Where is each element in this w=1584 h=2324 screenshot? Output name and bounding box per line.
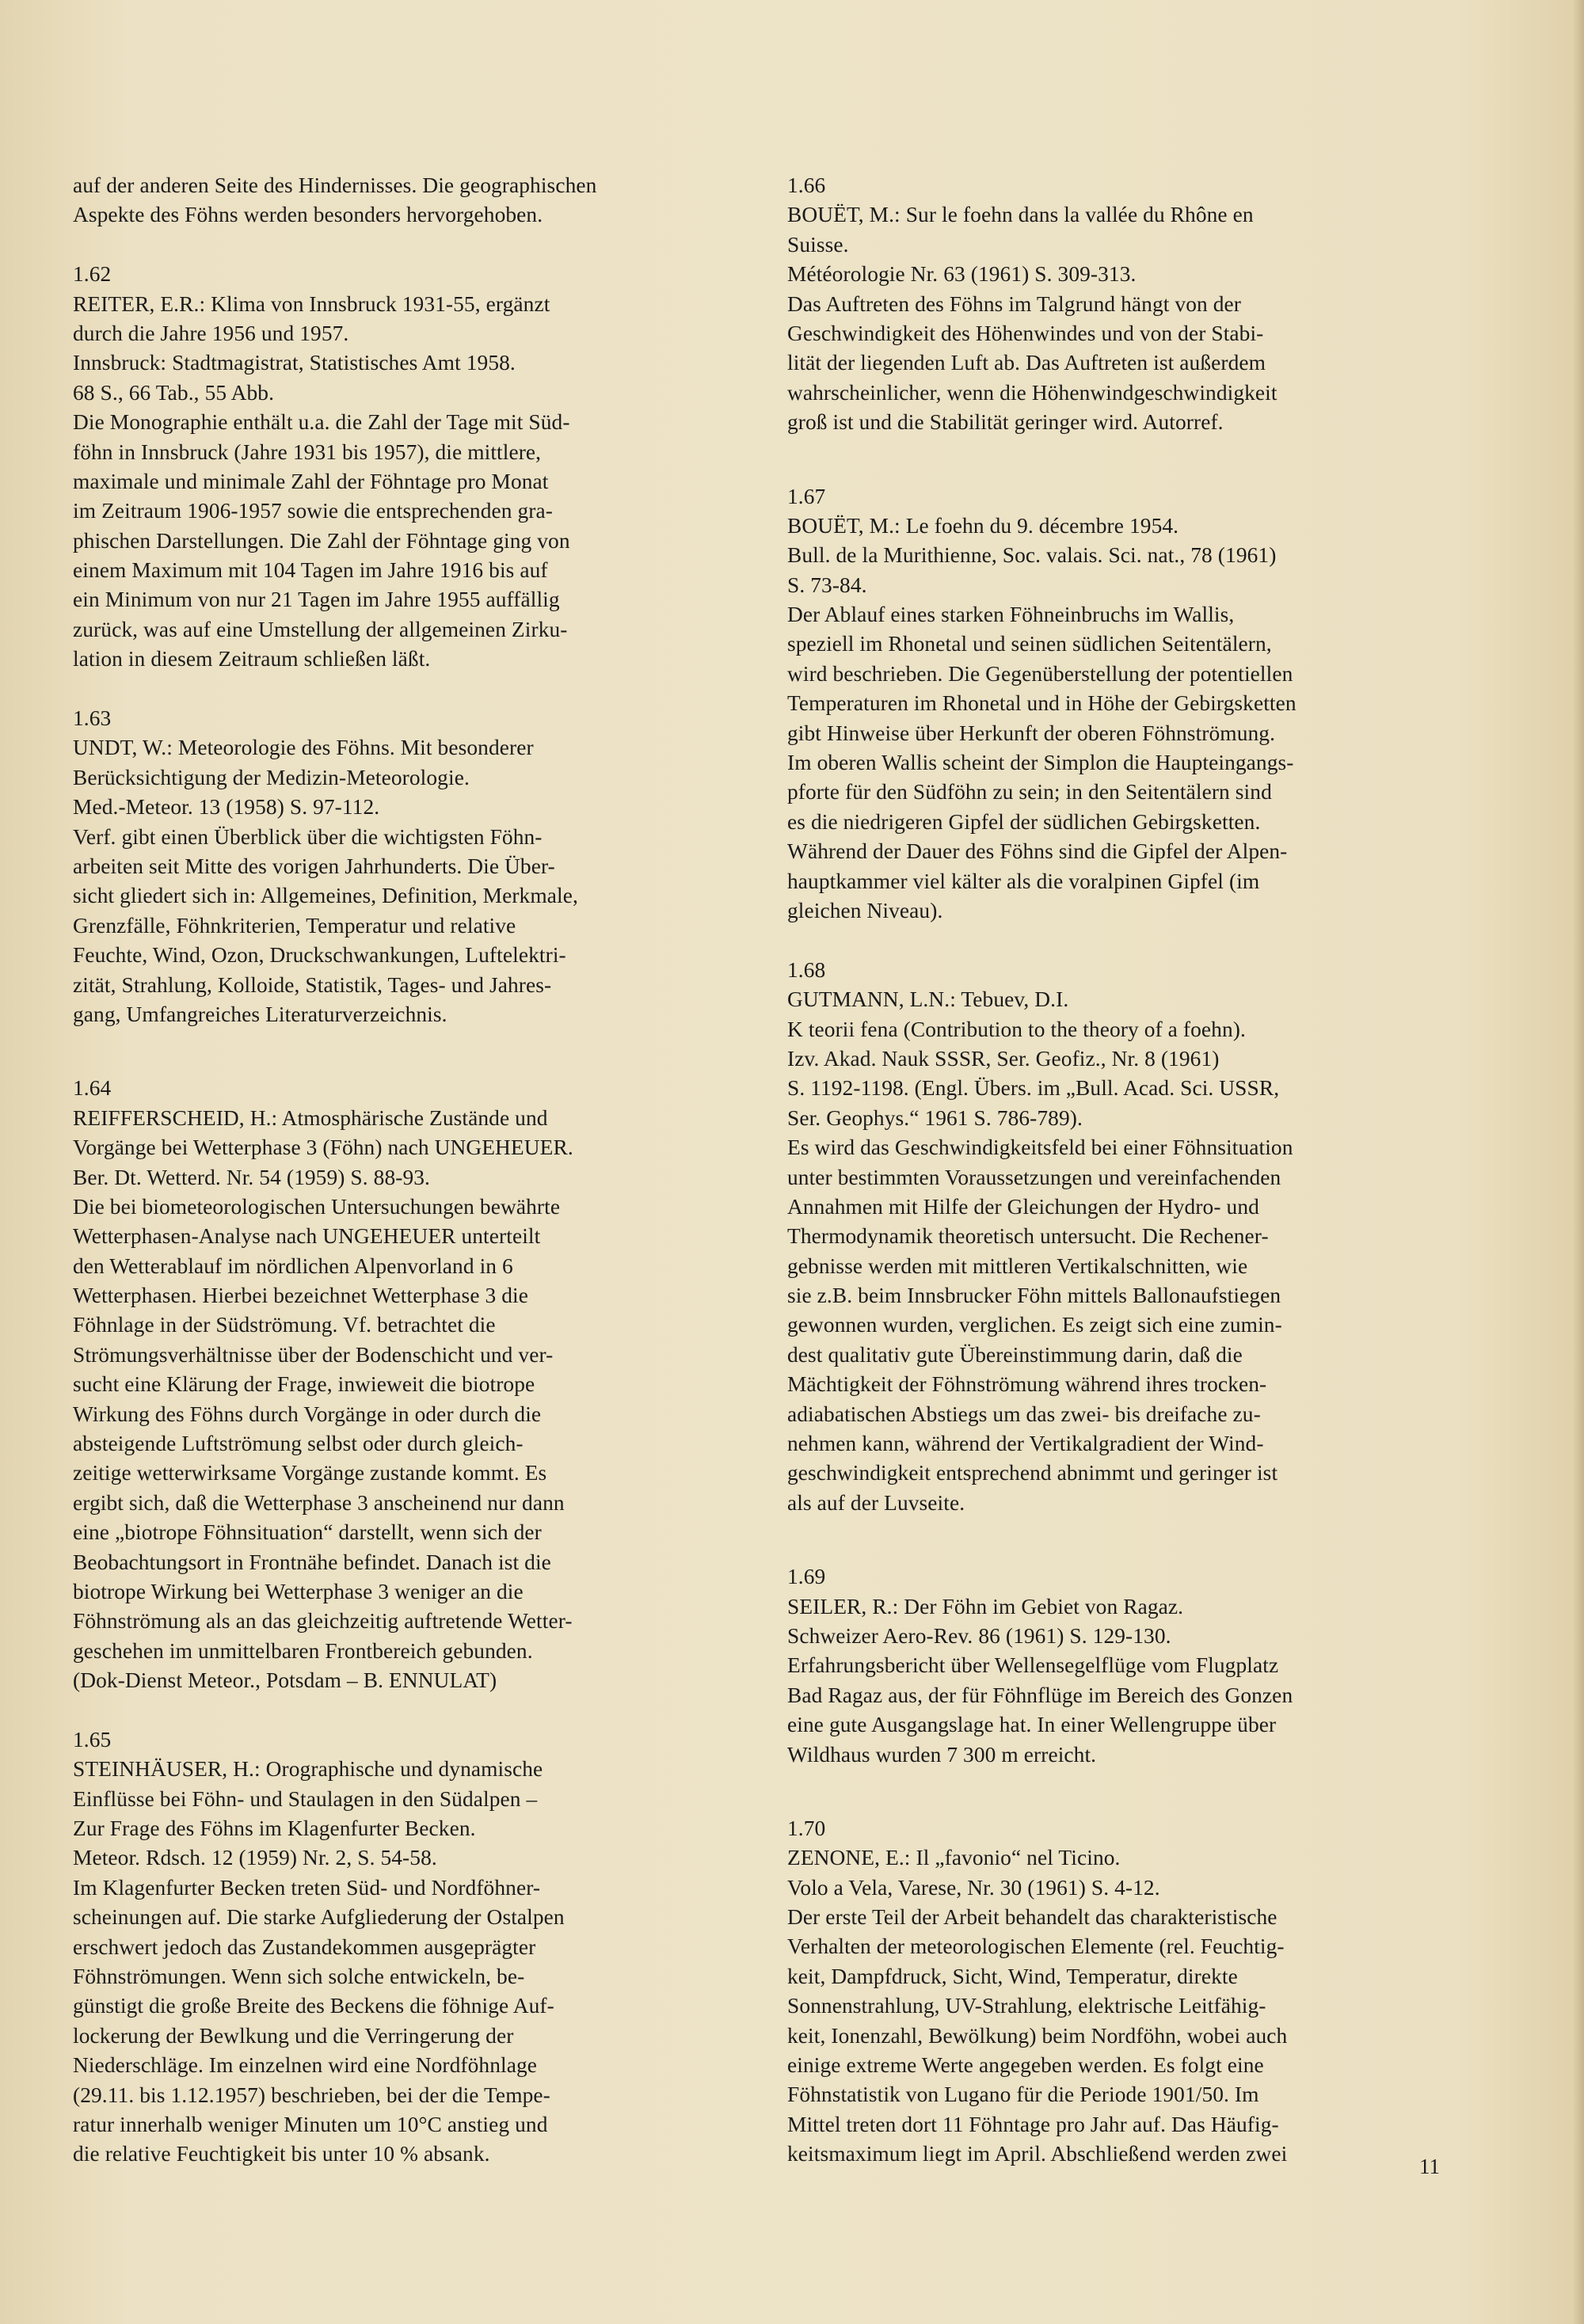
text-line: gebnisse werden mit mittleren Vertikalschnitten, wie (787, 1253, 1248, 1278)
entry-number: 1.62 (73, 262, 112, 287)
text-line: keit, Ionenzahl, Bewölkung) beim Nordföhn, wobei auch (787, 2023, 1288, 2048)
text-line: Bad Ragaz aus, der für Föhnflüge im Bereich des Gonzen (787, 1683, 1293, 1707)
text-line: Feuchte, Wind, Ozon, Druckschwankungen, Luftelektri- (73, 943, 566, 968)
text-line: S. 1192-1198. (Engl. Übers. im „Bull. Acad. Sci. USSR, (787, 1076, 1280, 1101)
text-line: speziell im Rhonetal und seinen südlichen Seitentälern, (787, 632, 1272, 656)
entry-number: 1.64 (73, 1076, 112, 1101)
text-line: (29.11. bis 1.12.1957) beschrieben, bei der die Tempe- (73, 2082, 550, 2107)
text-line: gewonnen wurden, verglichen. Es zeigt sich eine zumin- (787, 1313, 1282, 1337)
text-line: Niederschläge. Im einzelnen wird eine Nordföhnlage (73, 2053, 538, 2078)
text-line: Einflüsse bei Föhn- und Staulagen in den Südalpen – (73, 1786, 538, 1811)
text-line: Wetterphasen-Analyse nach UNGEHEUER unterteilt (73, 1224, 541, 1249)
text-line: Ser. Geophys.“ 1961 S. 786-789). (787, 1105, 1083, 1130)
text-line: ratur innerhalb weniger Minuten um 10°C anstieg und (73, 2113, 548, 2136)
text-line: eine „biotrope Föhnsituation“ darstellt, wenn sich der (73, 1520, 542, 1545)
text-line: Beobachtungsort in Frontnähe befindet. Danach ist die (73, 1550, 551, 1574)
text-line: Wildhaus wurden 7 300 m erreicht. (787, 1742, 1097, 1767)
entry-citation: STEINHÄUSER, H.: Orographische und dynamische (73, 1757, 543, 1782)
text-line: lation in diesem Zeitraum schließen läßt. (73, 647, 431, 671)
text-line: Wirkung des Föhns durch Vorgänge in oder durch die (73, 1402, 542, 1426)
text-line: Der Ablauf eines starken Föhneinbruchs im Wallis, (787, 603, 1235, 627)
text-line: sie z.B. beim Innsbrucker Föhn mittels Ballonaufstiegen (787, 1284, 1281, 1308)
text-line: 68 S., 66 Tab., 55 Abb. (73, 380, 275, 405)
continued-text (73, 171, 754, 230)
entry-spacer (787, 438, 1453, 482)
text-line: phischen Darstellungen. Die Zahl der Föhntage ging von (73, 528, 570, 553)
text-line: Strömungsverhältnisse über der Bodenschicht und ver- (73, 1342, 554, 1367)
text-line: dest qualitativ gute Übereinstimmung darin, daß die (787, 1342, 1243, 1367)
text-line: Suisse. (787, 232, 849, 257)
text-line: auf der anderen Seite des Hindernisses. Die geographischen (73, 173, 597, 197)
text-line: Es wird das Geschwindigkeitsfeld bei einer Föhnsituation (787, 1135, 1293, 1160)
text-line: einem Maximum mit 104 Tagen im Jahre 1916 bis auf (73, 558, 548, 583)
page-number: 11 (1419, 2155, 1440, 2178)
text-line: nehmen kann, während der Vertikalgradient der Wind- (787, 1432, 1264, 1456)
entry-citation: UNDT, W.: Meteorologie des Föhns. Mit besonderer (73, 736, 534, 760)
text-line: Ber. Dt. Wetterd. Nr. 54 (1959) S. 88-93. (73, 1165, 431, 1189)
text-line: Der erste Teil der Arbeit behandelt das charakteristische (787, 1905, 1277, 1930)
text-line: wahrscheinlicher, wenn die Höhenwindgeschwindigkeit (787, 380, 1277, 405)
text-line: Thermodynamik theoretisch untersucht. Die Rechener- (787, 1224, 1269, 1249)
text-line: absteigende Luftströmung selbst oder durch gleich- (73, 1432, 524, 1456)
bibliography-entry (73, 260, 754, 674)
text-line: Während der Dauer des Föhns sind die Gipfel der Alpen- (787, 839, 1288, 864)
text-line: Izv. Akad. Nauk SSSR, Ser. Geofiz., Nr. 8 (1961) (787, 1046, 1220, 1071)
text-line: Die bei biometeorologischen Untersuchungen bewährte (73, 1194, 561, 1219)
text-line: Geschwindigkeit des Höhenwindes und von der Stabi- (787, 321, 1264, 345)
text-line: zurück, was auf eine Umstellung der allgemeinen Zirku- (73, 617, 568, 641)
text-line: Temperaturen im Rhonetal und in Höhe der Gebirgsketten (787, 691, 1297, 716)
entry-citation: REITER, E.R.: Klima von Innsbruck 1931-55, ergänzt (73, 291, 550, 316)
bibliography-entry (787, 956, 1453, 1518)
text-line: sicht gliedert sich in: Allgemeines, Definition, Merkmale, (73, 884, 578, 908)
text-line: maximale und minimale Zahl der Föhntage pro Monat (73, 469, 549, 493)
entry-number: 1.66 (787, 173, 826, 197)
text-line: Erfahrungsbericht über Wellensegelflüge vom Flugplatz (787, 1653, 1279, 1678)
bibliography-entry (787, 482, 1453, 926)
entry-spacer (73, 675, 754, 704)
text-line: lität der liegenden Luft ab. Das Auftreten ist außerdem (787, 351, 1266, 375)
text-line: Volo a Vela, Varese, Nr. 30 (1961) S. 4-12. (787, 1875, 1160, 1900)
text-line: durch die Jahre 1956 und 1957. (73, 321, 349, 345)
text-line: geschwindigkeit entsprechend abnimmt und geringer ist (787, 1461, 1278, 1485)
text-line: ein Minimum von nur 21 Tagen im Jahre 1955 auffällig (73, 588, 560, 612)
text-line: Sonnenstrahlung, UV-Strahlung, elektrische Leitfähig- (787, 1994, 1266, 2018)
page-edge-shadow (1573, 0, 1584, 2324)
text-line: scheinungen auf. Die starke Aufgliederung der Ostalpen (73, 1905, 565, 1930)
text-line: Mächtigkeit der Föhnströmung während ihres trocken- (787, 1372, 1267, 1397)
text-line: Bull. de la Murithienne, Soc. valais. Sci. nat., 78 (1961) (787, 543, 1277, 568)
text-line: einige extreme Werte angegeben werden. Es folgt eine (787, 2053, 1264, 2078)
text-line: sucht eine Klärung der Frage, inwieweit die biotrope (73, 1372, 535, 1397)
bibliography-entry (73, 1725, 754, 2170)
text-line: Météorologie Nr. 63 (1961) S. 309-313. (787, 262, 1137, 287)
text-line: ergibt sich, daß die Wetterphase 3 anscheinend nur dann (73, 1490, 565, 1515)
text-line: Med.-Meteor. 13 (1958) S. 97-112. (73, 795, 380, 820)
text-line: Meteor. Rdsch. 12 (1959) Nr. 2, S. 54-58. (73, 1846, 437, 1870)
bibliography-entry (73, 1074, 754, 1695)
entry-citation: SEILER, R.: Der Föhn im Gebiet von Ragaz. (787, 1594, 1184, 1618)
entry-number: 1.65 (73, 1727, 112, 1752)
text-line: Föhnströmungen. Wenn sich solche entwickeln, be- (73, 1965, 525, 1989)
text-line: Föhnstatistik von Lugano für die Periode 1901/50. Im (787, 2082, 1259, 2107)
text-line: eine gute Ausgangslage hat. In einer Wellengruppe über (787, 1713, 1277, 1737)
entry-spacer (73, 1696, 754, 1725)
text-line: wird beschrieben. Die Gegenüberstellung der potentiellen (787, 661, 1293, 686)
text-line: gleichen Niveau). (787, 898, 943, 922)
entry-spacer (787, 1770, 1453, 1814)
text-line: die relative Feuchtigkeit bis unter 10 % absank. (73, 2142, 490, 2166)
text-line: groß ist und die Stabilität geringer wird. Autorref. (787, 410, 1224, 435)
text-line: erschwert jedoch das Zustandekommen ausgeprägter (73, 1934, 536, 1959)
text-line: Wetterphasen. Hierbei bezeichnet Wetterphase 3 die (73, 1284, 529, 1308)
text-line: biotrope Wirkung bei Wetterphase 3 weniger an die (73, 1579, 524, 1603)
text-line: hauptkammer viel kälter als die voralpinen Gipfel (im (787, 869, 1260, 893)
text-line: als auf der Luvseite. (787, 1490, 965, 1515)
text-line: Föhnströmung als an das gleichzeitig auftretende Wetter- (73, 1609, 573, 1634)
text-line: (Dok-Dienst Meteor., Potsdam – B. ENNULAT) (73, 1668, 497, 1693)
text-line: lockerung der Bewlkung und die Verringerung der (73, 2023, 514, 2048)
text-line: Vorgänge bei Wetterphase 3 (Föhn) nach UNGEHEUER. (73, 1135, 573, 1160)
text-line: Innsbruck: Stadtmagistrat, Statistisches Amt 1958. (73, 351, 516, 375)
entry-spacer (787, 926, 1453, 955)
text-line: es die niedrigeren Gipfel der südlichen Gebirgsketten. (787, 809, 1261, 834)
text-line: Grenzfälle, Föhnkriterien, Temperatur und relative (73, 913, 516, 938)
entry-spacer (73, 1029, 754, 1074)
text-line: K teorii fena (Contribution to the theory of a foehn). (787, 1017, 1246, 1041)
entry-number: 1.69 (787, 1565, 826, 1589)
text-line: Verf. gibt einen Überblick über die wichtigsten Föhn- (73, 824, 543, 849)
text-line: Mittel treten dort 11 Föhntage pro Jahr auf. Das Häufig- (787, 2112, 1279, 2136)
entry-citation: REIFFERSCHEID, H.: Atmosphärische Zustände und (73, 1105, 548, 1130)
text-line: adiabatischen Abstiegs um das zwei- bis dreifache zu- (787, 1402, 1261, 1426)
text-line: Berücksichtigung der Medizin-Meteorologie. (73, 765, 470, 789)
entry-citation: GUTMANN, L.N.: Tebuev, D.I. (787, 987, 1069, 1012)
bibliography-entry (73, 704, 754, 1029)
text-line: Annahmen mit Hilfe der Gleichungen der Hydro- und (787, 1194, 1259, 1219)
text-line: Aspekte des Föhns werden besonders hervorgehoben. (73, 203, 543, 227)
text-line: Zur Frage des Föhns im Klagenfurter Becken. (73, 1816, 476, 1841)
text-line: arbeiten seit Mitte des vorigen Jahrhunderts. Die Über- (73, 854, 555, 878)
text-line: gibt Hinweise über Herkunft der oberen Föhnströmung. (787, 721, 1276, 745)
text-line: keitsmaximum liegt im April. Abschließend werden zwei (787, 2142, 1288, 2166)
left-column (73, 171, 754, 2170)
entry-number: 1.67 (787, 484, 826, 508)
text-line: pforte für den Südföhn zu sein; in den Seitentälern sind (787, 780, 1272, 804)
text-line: den Wetterablauf im nördlichen Alpenvorland in 6 (73, 1253, 513, 1278)
entry-spacer (73, 230, 754, 260)
text-line: im Zeitraum 1906-1957 sowie die entsprechenden gra- (73, 499, 553, 523)
text-line: Schweizer Aero-Rev. 86 (1961) S. 129-130. (787, 1623, 1171, 1648)
entry-citation: ZENONE, E.: Il „favonio“ nel Ticino. (787, 1846, 1121, 1870)
text-line: föhn in Innsbruck (Jahre 1931 bis 1957), die mittlere, (73, 439, 542, 464)
text-line: günstigt die große Breite des Beckens die föhnige Auf- (73, 1994, 554, 2018)
text-line: Verhalten der meteorologischen Elemente (rel. Feuchtig- (787, 1934, 1285, 1959)
entry-citation: BOUËT, M.: Sur le foehn dans la vallée du Rhône en (787, 203, 1254, 227)
text-line: gang, Umfangreiches Literaturverzeichnis. (73, 1002, 447, 1026)
text-line: Im oberen Wallis scheint der Simplon die Haupteingangs- (787, 751, 1294, 775)
entry-citation: BOUËT, M.: Le foehn du 9. décembre 1954. (787, 513, 1179, 538)
text-line: Im Klagenfurter Becken treten Süd- und Nordföhner- (73, 1875, 541, 1900)
bibliography-entry (787, 1562, 1453, 1770)
entry-number: 1.63 (73, 706, 112, 731)
text-line: Föhnlage in der Südströmung. Vf. betrachtet die (73, 1313, 496, 1337)
text-line: Die Monographie enthält u.a. die Zahl der Tage mit Süd- (73, 410, 570, 435)
text-line: zeitige wetterwirksame Vorgänge zustande kommt. Es (73, 1461, 547, 1485)
text-line: geschehen im unmittelbaren Frontbereich gebunden. (73, 1638, 533, 1663)
text-line: keit, Dampfdruck, Sicht, Wind, Temperatur, direkte (787, 1964, 1238, 1988)
entry-number: 1.70 (787, 1816, 826, 1840)
bibliography-entry (787, 171, 1453, 438)
right-column (787, 171, 1453, 2170)
text-line: S. 73-84. (787, 572, 867, 597)
entry-number: 1.68 (787, 957, 826, 982)
text-line: unter bestimmten Voraussetzungen und vereinfachenden (787, 1165, 1281, 1189)
text-line: Das Auftreten des Föhns im Talgrund hängt von der (787, 291, 1242, 316)
text-line: zität, Strahlung, Kolloide, Statistik, Tages- und Jahres- (73, 972, 552, 997)
bibliography-entry (787, 1814, 1453, 2170)
entry-spacer (787, 1518, 1453, 1562)
